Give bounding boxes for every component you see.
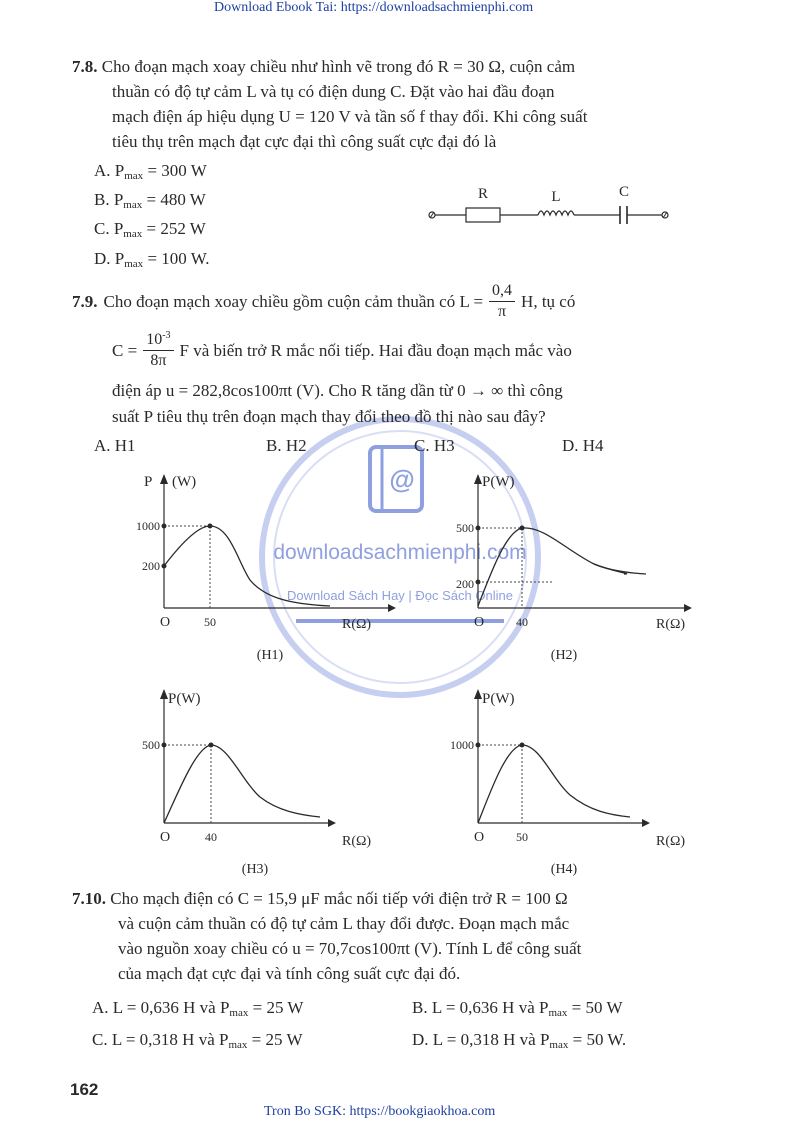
label-c: C	[618, 184, 630, 200]
h1-origin: O	[160, 615, 171, 630]
q710-option-d[interactable]: D. L = 0,318 H và $P_{max} = 50$ W.	[412, 1030, 627, 1051]
q78-number: 7.8.	[72, 57, 98, 76]
q78-option-a[interactable]: A. $P_{max} = 300$ W	[94, 161, 207, 182]
q79-number: 7.9.	[72, 291, 98, 311]
q79-option-a[interactable]: A. H1	[94, 436, 136, 455]
q710-line-2: và cuộn cảm thuần có độ tự cảm L thay đổi được. Đoạn mạch mắc	[118, 914, 570, 933]
graph-h3	[120, 685, 400, 885]
q710-number: 7.10.	[72, 889, 106, 908]
q79-option-b[interactable]: B. H2	[266, 436, 307, 455]
q79-line-2: C = $\frac{10^{-3}}{8\pi}$ F và biến trở R mắc nối tiếp. Hai đầu đoạn mạch mắc vào	[112, 330, 572, 369]
q79-option-c[interactable]: C. H3	[414, 436, 455, 455]
h1-start-y: 200	[142, 559, 160, 573]
q78-option-c[interactable]: C. $P_{max} = 252$ W	[94, 219, 206, 240]
footer-link[interactable]: Tron Bo SGK: https://bookgiaokhoa.com	[264, 1104, 496, 1119]
h2-ylabel: P(W)	[482, 474, 515, 490]
h4-caption: (H4)	[550, 862, 578, 877]
graph-h2	[434, 470, 714, 670]
h1-yunit: (W)	[172, 474, 197, 490]
q710-line-3: vào nguồn xoay chiều có u = 70,7cos100πt (V). Tính L để công suất	[118, 939, 582, 958]
q78-line-1: 7.8. Cho đoạn mạch xoay chiều như hình vẽ trong đó R = 30 Ω, cuộn cảm	[72, 57, 576, 76]
graph-h4	[434, 685, 714, 885]
q78-option-d[interactable]: D. $P_{max} = 100$ W.	[94, 249, 210, 270]
h4-peak-y: 1000	[450, 738, 474, 752]
l-fraction: $\frac{0,4}{\pi}$	[489, 283, 515, 320]
q710-option-b[interactable]: B. L = 0,636 H và $P_{max} = 50$ W	[412, 998, 623, 1019]
h4-origin: O	[474, 830, 485, 845]
q78-line-3: mạch điện áp hiệu dụng U = 120 V và tần số f thay đổi. Khi công suất	[112, 107, 588, 126]
h3-curve	[164, 745, 320, 823]
q79-line-4: suất P tiêu thụ trên đoạn mạch thay đổi theo đồ thị nào sau đây?	[112, 407, 546, 426]
h4-ylabel: P(W)	[482, 691, 515, 707]
label-l: L	[551, 189, 561, 205]
h3-peak-x: 40	[205, 830, 217, 844]
q710-option-c[interactable]: C. L = 0,318 H và $P_{max} = 25$ W	[92, 1030, 303, 1051]
h3-ylabel: P(W)	[168, 691, 201, 707]
h1-caption: (H1)	[256, 648, 284, 663]
page-number: 162	[70, 1080, 99, 1099]
h2-peak-y: 500	[456, 521, 474, 535]
q710-option-a[interactable]: A. L = 0,636 H và $P_{max} = 25$ W	[92, 998, 304, 1019]
inductor-symbol	[538, 211, 574, 215]
h1-curve	[164, 526, 330, 606]
h2-xlabel: R(Ω)	[656, 617, 686, 632]
q79-line-3: điện áp u = 282,8cos100πt (V). Cho R tăng dần từ 0 → ∞ thì công	[112, 381, 563, 400]
label-r: R	[477, 186, 489, 202]
header-link[interactable]: Download Ebook Tai: https://downloadsachmienphi.com	[214, 0, 534, 15]
q79-option-d[interactable]: D. H4	[562, 436, 604, 455]
h1-peak-y: 1000	[136, 519, 160, 533]
h2-peak-x: 40	[516, 615, 528, 629]
q78-line-2: thuần có độ tự cảm L và tụ có điện dung C. Đặt vào hai đầu đoạn	[112, 82, 555, 101]
h1-peak-x: 50	[204, 615, 216, 629]
h4-curve	[478, 745, 630, 823]
c-fraction: $\frac{10^{-3}}{8\pi}$	[143, 331, 173, 369]
h3-peak-y: 500	[142, 738, 160, 752]
circuit-diagram	[420, 178, 680, 228]
svg-text:@: @	[389, 464, 415, 494]
h1-ylabel: P	[144, 474, 153, 490]
h3-caption: (H3)	[241, 862, 269, 877]
h2-start-y: 200	[456, 577, 474, 591]
h4-peak-x: 50	[516, 830, 528, 844]
q710-line-1: 7.10. Cho mạch điện có C = 15,9 μF mắc nối tiếp với điện trở R = 100 Ω	[72, 889, 568, 908]
h3-origin: O	[160, 830, 171, 845]
q78-option-b[interactable]: B. $P_{max} = 480$ W	[94, 190, 206, 211]
watermark-tagline: Download Sách Hay | Đọc Sách Online	[287, 588, 513, 603]
h2-origin: O	[474, 615, 485, 630]
q78-line-4: tiêu thụ trên mạch đạt cực đại thì công suất cực đại đó là	[112, 132, 497, 151]
h3-xlabel: R(Ω)	[342, 834, 372, 849]
graph-h1	[120, 470, 400, 670]
h4-xlabel: R(Ω)	[656, 834, 686, 849]
h2-caption: (H2)	[550, 648, 578, 663]
q710-line-4: của mạch đạt cực đại và tính công suất cực đại đó.	[118, 964, 461, 983]
q79-line-1: 7.9. Cho đoạn mạch xoay chiều gồm cuộn cảm thuần có L = $\frac{0,4}{\pi}$ H, tụ có	[72, 281, 576, 320]
h1-xlabel: R(Ω)	[342, 617, 372, 632]
resistor-symbol	[466, 208, 500, 222]
watermark-site: downloadsachmienphi.com	[273, 541, 527, 564]
